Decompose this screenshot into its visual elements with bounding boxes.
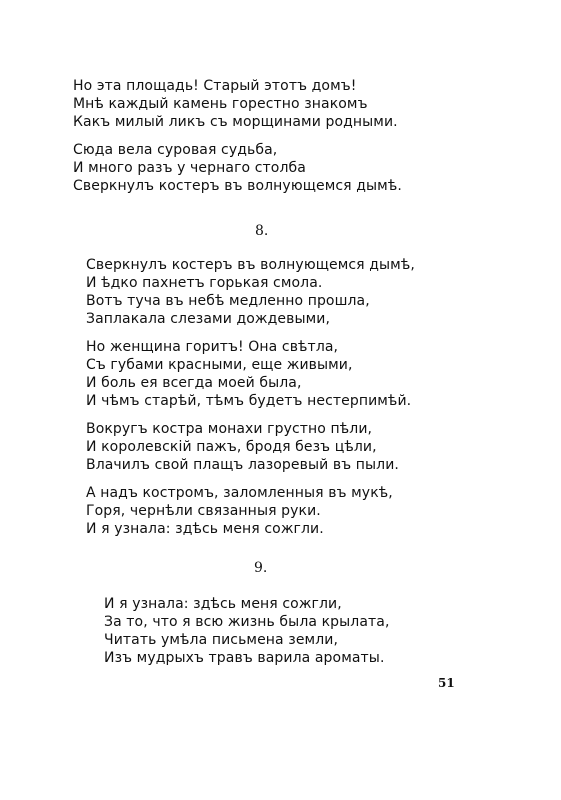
poem-line: Сверкнулъ костеръ въ волнующемся дымѣ,: [86, 257, 415, 273]
poem-line: Сверкнулъ костеръ въ волнующемся дымѣ.: [73, 178, 402, 194]
poem-line: Но эта площадь! Старый этотъ домъ!: [73, 78, 357, 94]
poem-line: И я узнала: здѣсь меня сожгли,: [104, 596, 342, 612]
section-number: 8.: [255, 223, 269, 239]
poem-line: И чѣмъ старѣй, тѣмъ будетъ нестерпимѣй.: [86, 393, 412, 409]
poem-line: И ѣдко пахнетъ горькая смола.: [86, 275, 323, 291]
poem-line: И много разъ у чернаго столба: [73, 160, 306, 176]
poem-line: Изъ мудрыхъ травъ варила ароматы.: [104, 650, 385, 666]
poem-line: А надъ костромъ, заломленныя въ мукѣ,: [86, 485, 393, 501]
poem-line: Какъ милый ликъ съ морщинами родными.: [73, 114, 398, 130]
poem-line: Влачилъ свой плащъ лазоревый въ пыли.: [86, 457, 399, 473]
poem-line: И королевскій пажъ, бродя безъ цѣли,: [86, 439, 377, 455]
poem-line: За то, что я всю жизнь была крылата,: [104, 614, 390, 630]
section-number: 9.: [254, 560, 268, 576]
poem-line: Но женщина горитъ! Она свѣтла,: [86, 339, 339, 355]
poem-line: Вотъ туча въ небѣ медленно прошла,: [86, 293, 370, 309]
poem-line: Съ губами красными, еще живыми,: [86, 357, 353, 373]
poem-line: Сюда вела суровая судьба,: [73, 142, 278, 158]
poem-line: Горя, чернѣли связанныя руки.: [86, 503, 321, 519]
poem-line: Заплакала слезами дождевыми,: [86, 311, 331, 327]
poem-line: И боль ея всегда моей была,: [86, 375, 302, 391]
poem-line: И я узнала: здѣсь меня сожгли.: [86, 521, 324, 537]
poem-line: Читать умѣла письмена земли,: [104, 632, 338, 648]
poem-line: Мнѣ каждый камень горестно знакомъ: [73, 96, 368, 112]
poem-line: Вокругъ костра монахи грустно пѣли,: [86, 421, 373, 437]
page-number: 51: [438, 676, 455, 690]
